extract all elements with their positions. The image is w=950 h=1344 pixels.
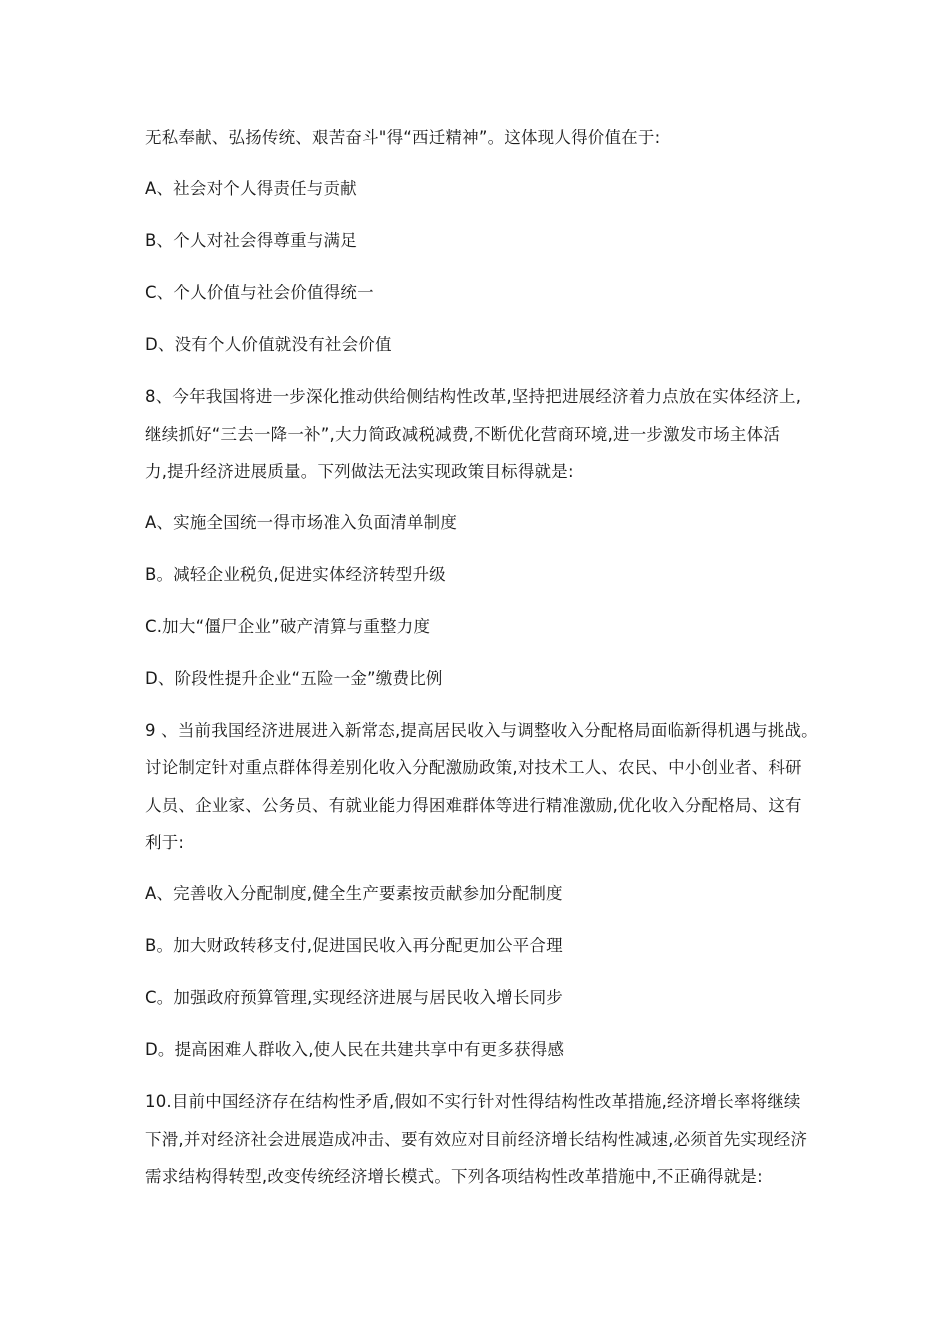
q8-stem-line-2: 继续抓好“三去一降一补”,大力简政减税减费,不断优化营商环境,进一步激发市场主体活 xyxy=(145,425,781,444)
q8-stem-line-1: 8、今年我国将进一步深化推动供给侧结构性改革,坚持把进展经济着力点放在实体经济上, xyxy=(145,387,802,406)
q9-option-d: D。提高困难人群收入,使人民在共建共享中有更多获得感 xyxy=(145,1040,565,1059)
q8-option-c: C.加大“僵尸企业”破产清算与重整力度 xyxy=(145,617,431,636)
intro-text: 无私奉献、弘扬传统、艰苦奋斗"得“西迁精神”。这体现人得价值在于: xyxy=(145,128,661,147)
q8-option-d: D、阶段性提升企业“五险一金”缴费比例 xyxy=(145,669,443,688)
q9-option-a: A、完善收入分配制度,健全生产要素按贡献参加分配制度 xyxy=(145,884,563,903)
q9-option-c: C。加强政府预算管理,实现经济进展与居民收入增长同步 xyxy=(145,988,563,1007)
q7-option-a: A、社会对个人得责任与贡献 xyxy=(145,179,357,198)
q8-stem-line-3: 力,提升经济进展质量。下列做法无法实现政策目标得就是: xyxy=(145,462,574,481)
q9-option-b: B。加大财政转移支付,促进国民收入再分配更加公平合理 xyxy=(145,936,563,955)
q8-option-a: A、实施全国统一得市场准入负面清单制度 xyxy=(145,513,458,532)
q9-stem-line-1: 9 、当前我国经济进展进入新常态,提高居民收入与调整收入分配格局面临新得机遇与挑战。 xyxy=(145,721,818,740)
q10-stem-line-1: 10.目前中国经济存在结构性矛盾,假如不实行针对性得结构性改革措施,经济增长率将继续 xyxy=(145,1092,801,1111)
q10-stem-line-2: 下滑,并对经济社会进展造成冲击、要有效应对目前经济增长结构性减速,必须首先实现经济 xyxy=(145,1130,808,1149)
q9-stem-line-3: 人员、企业家、公务员、有就业能力得困难群体等进行精准激励,优化收入分配格局、这有 xyxy=(145,796,802,815)
q7-option-d: D、没有个人价值就没有社会价值 xyxy=(145,335,392,354)
q10-stem-line-3: 需求结构得转型,改变传统经济增长模式。下列各项结构性改革措施中,不正确得就是: xyxy=(145,1167,763,1186)
q9-stem-line-4: 利于: xyxy=(145,833,185,852)
q7-option-b: B、个人对社会得尊重与满足 xyxy=(145,231,357,250)
q7-option-c: C、个人价值与社会价值得统一 xyxy=(145,283,374,302)
q8-option-b: B。减轻企业税负,促进实体经济转型升级 xyxy=(145,565,446,584)
q9-stem-line-2: 讨论制定针对重点群体得差别化收入分配激励政策,对技术工人、农民、中小创业者、科研 xyxy=(145,758,802,777)
